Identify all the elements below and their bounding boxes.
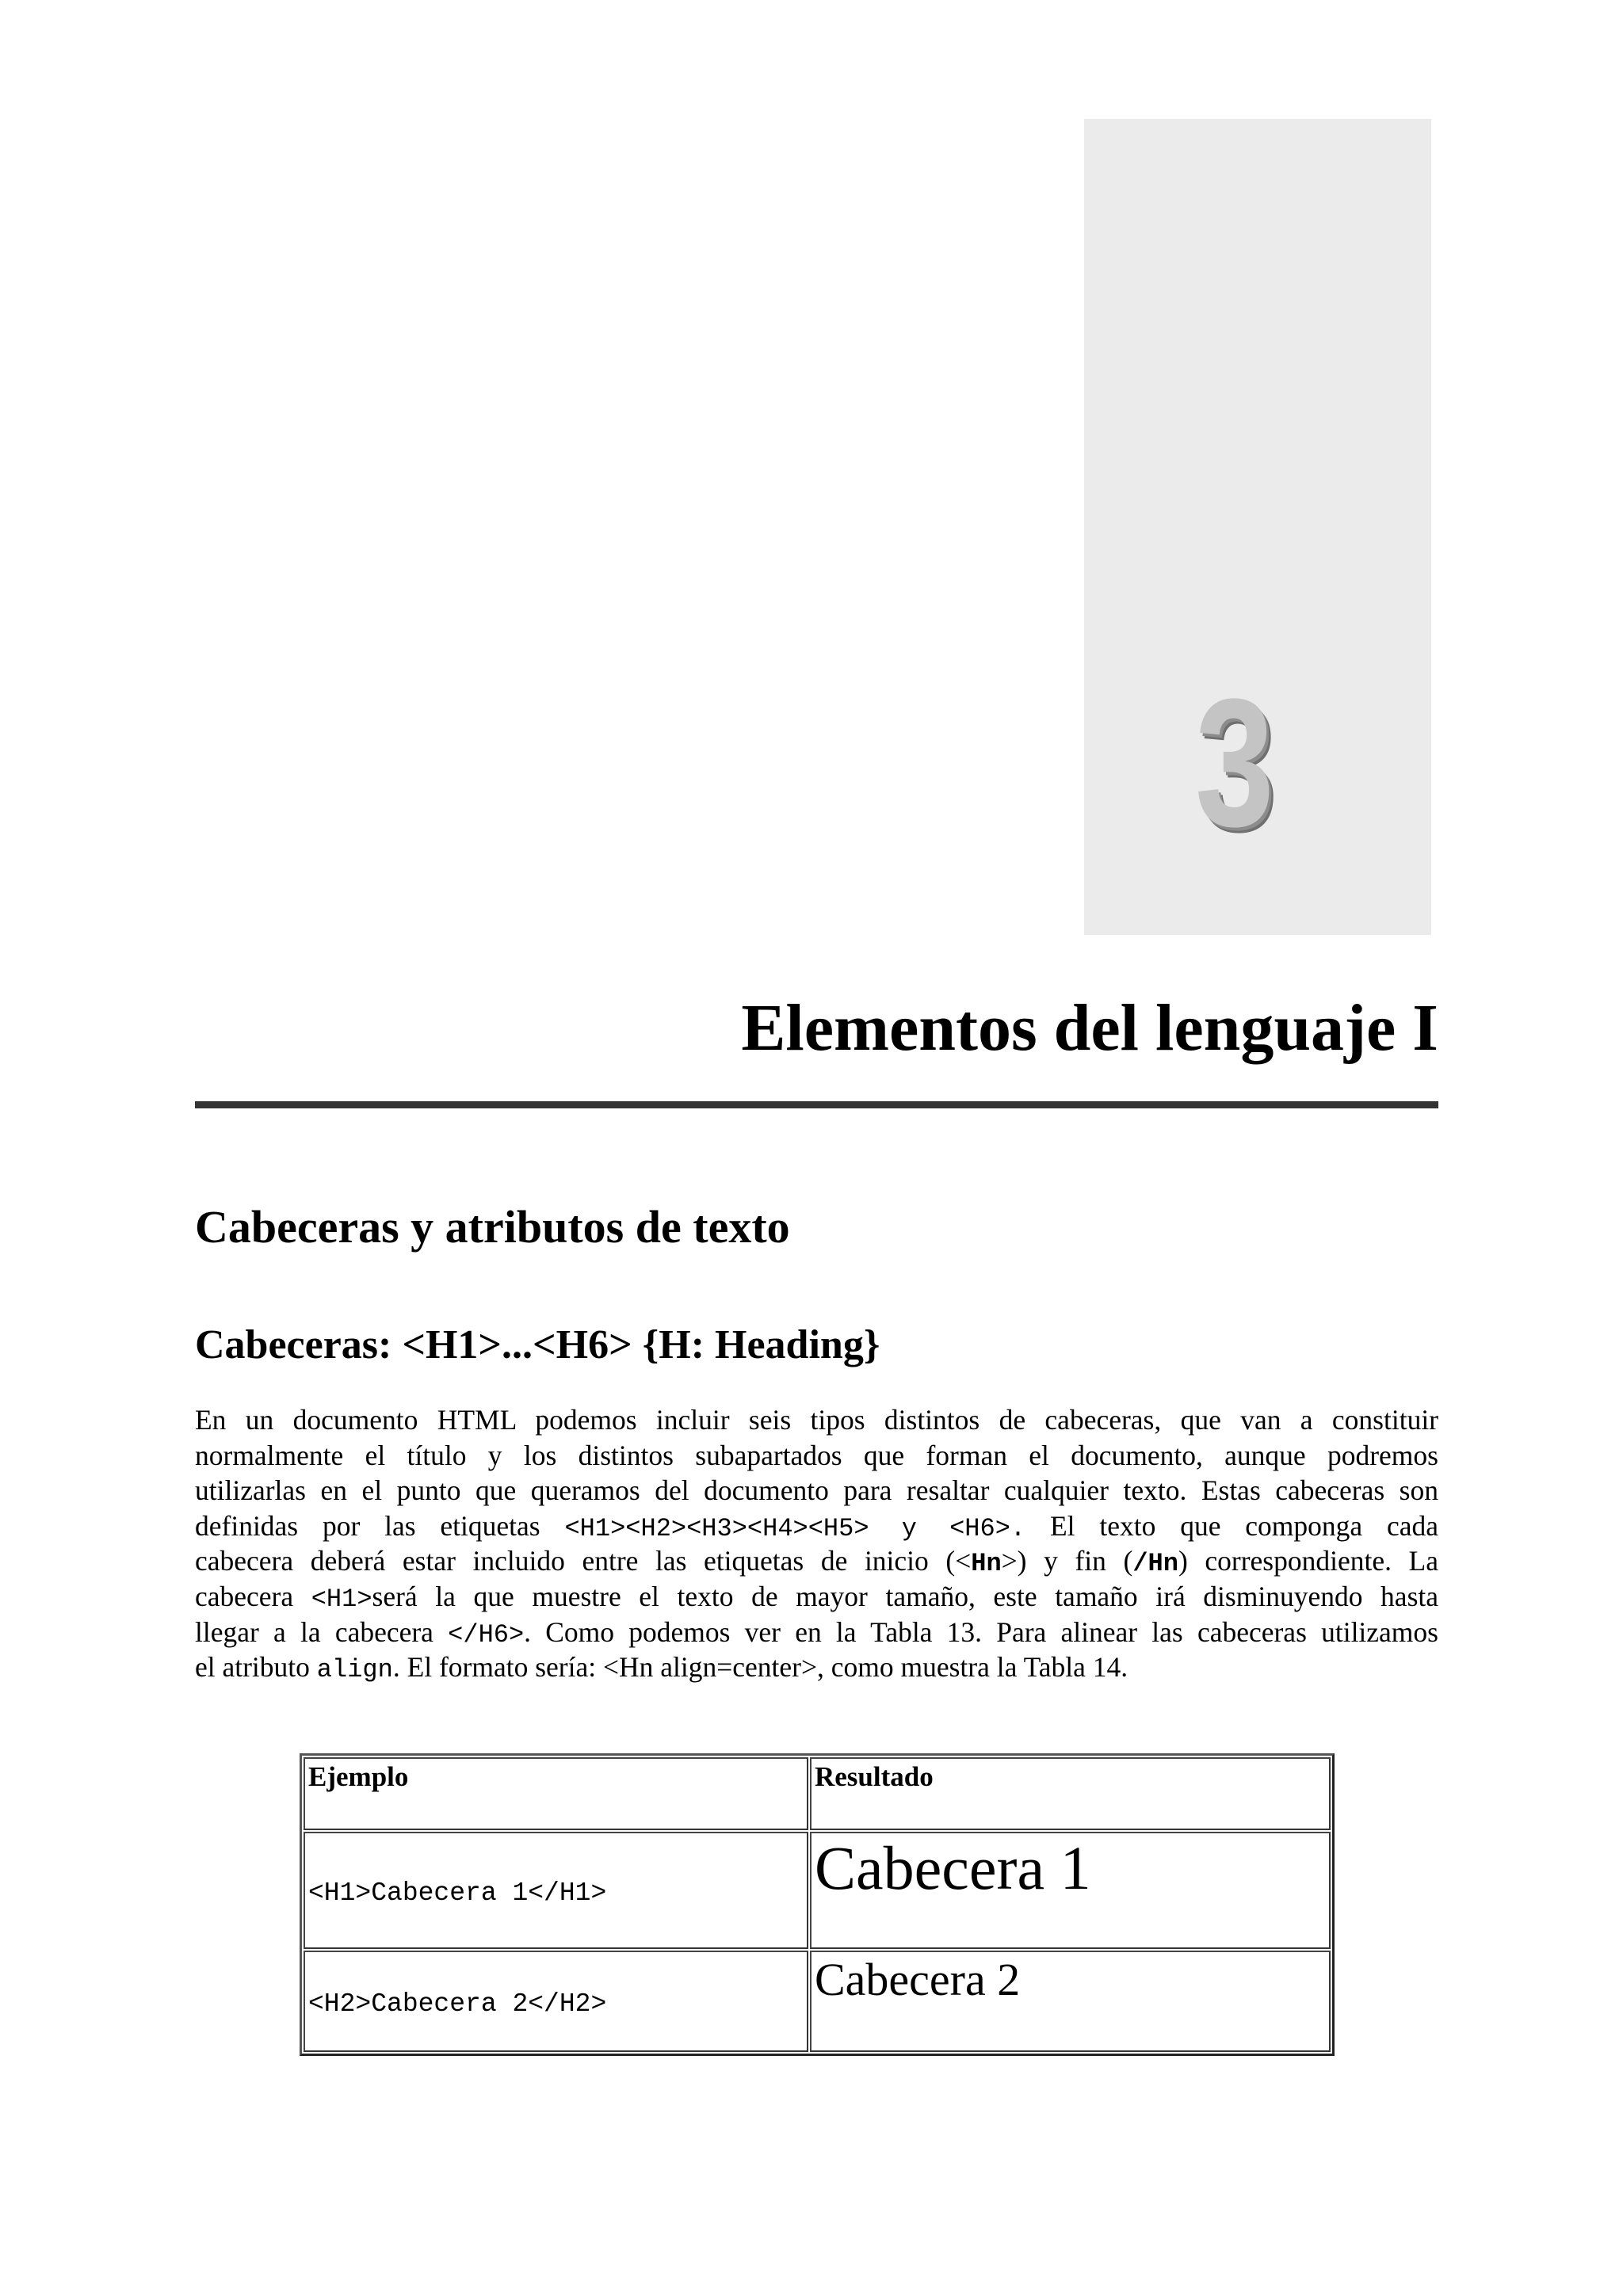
paragraph-line: normalmente el título y los distintos subapartados que forman el documento, aunque podremos bbox=[195, 1439, 1438, 1471]
inline-code: /Hn bbox=[1132, 1549, 1178, 1579]
paragraph-text: definidas por las etiquetas bbox=[195, 1509, 540, 1542]
paragraph-text: cabecera bbox=[195, 1580, 294, 1612]
paragraph-text: . El formato sería: <Hn align=center>, como muestra la Tabla 14. bbox=[392, 1651, 1128, 1684]
paragraph-text: el atributo bbox=[195, 1651, 310, 1684]
example-code-cell: <H2>Cabecera 2</H2> bbox=[304, 1951, 808, 2052]
table-row bbox=[304, 1951, 1331, 2052]
chapter-number: 3 bbox=[1195, 661, 1274, 864]
table-header-row bbox=[304, 1757, 1331, 1830]
paragraph-text: ) correspondiente. La bbox=[1178, 1545, 1438, 1577]
inline-code: <H1><H2><H3><H4><H5> y <H6>. bbox=[564, 1513, 1026, 1543]
inline-code: </H6> bbox=[448, 1619, 525, 1650]
paragraph-line bbox=[195, 1650, 1438, 1685]
paragraph-line: En un documento HTML podemos incluir seis tipos distintos de cabeceras, que van a constituir bbox=[195, 1404, 1438, 1436]
table-header-cell: Resultado bbox=[810, 1757, 1331, 1830]
paragraph-text: El texto que componga cada bbox=[1049, 1509, 1439, 1542]
result-cell bbox=[810, 1951, 1331, 2052]
paragraph-line bbox=[195, 1615, 1438, 1650]
subsection-title: Cabeceras: <H1>...<H6> {H: Heading} bbox=[195, 1322, 880, 1367]
section-title: Cabeceras y atributos de texto bbox=[195, 1201, 790, 1253]
inline-code: align bbox=[316, 1655, 393, 1685]
heading-examples-table bbox=[300, 1753, 1335, 2056]
paragraph-text: cabecera deberá estar incluido entre las etiquetas de inicio (< bbox=[195, 1545, 972, 1577]
paragraph-line bbox=[195, 1579, 1438, 1615]
inline-code: Hn bbox=[971, 1549, 1002, 1579]
paragraph-line bbox=[195, 1508, 1438, 1544]
result-cell bbox=[810, 1832, 1331, 1949]
inline-code: <H1> bbox=[311, 1584, 372, 1614]
paragraph-text: >) y fin ( bbox=[1001, 1545, 1133, 1577]
paragraph-text: será la que muestre el texto de mayor tamaño, este tamaño irá disminuyendo hasta bbox=[372, 1580, 1438, 1612]
result-heading-1: Cabecera 1 bbox=[815, 1833, 1091, 1902]
paragraph-text: . Como podemos ver en la Tabla 13. Para alinear las cabeceras utilizamos bbox=[524, 1615, 1438, 1648]
chapter-title: Elementos del lenguaje I bbox=[741, 991, 1438, 1065]
intro-paragraph bbox=[195, 1402, 1438, 1685]
paragraph-line bbox=[195, 1543, 1438, 1579]
table-row bbox=[304, 1832, 1331, 1949]
example-code-cell: <H1>Cabecera 1</H1> bbox=[304, 1832, 808, 1949]
result-heading-2: Cabecera 2 bbox=[815, 1954, 1021, 2005]
table-header-cell: Ejemplo bbox=[304, 1757, 808, 1830]
paragraph-text: llegar a la cabecera bbox=[195, 1615, 433, 1648]
chapter-title-rule bbox=[195, 1101, 1438, 1108]
paragraph-line: utilizarlas en el punto que queramos del documento para resaltar cualquier texto. Estas cabeceras son bbox=[195, 1474, 1438, 1507]
